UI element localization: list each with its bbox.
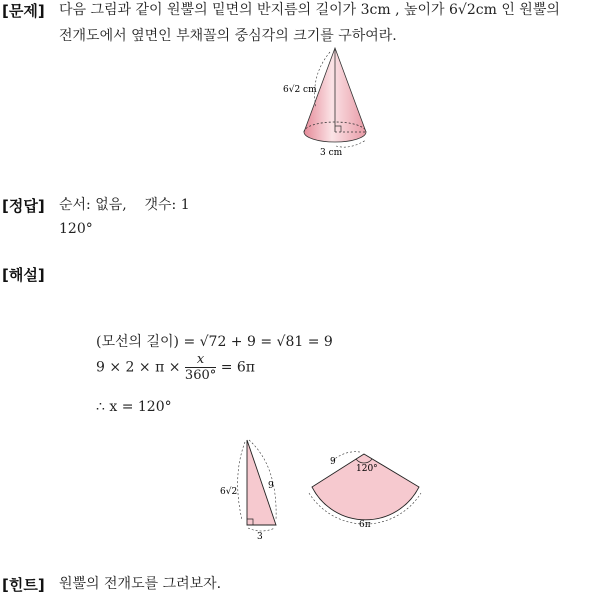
net-figure: [214, 436, 436, 544]
triangle-height-brace: [238, 442, 245, 520]
cone-height-label: 6√2 cm: [283, 85, 317, 95]
explanation-label: [해설]: [2, 266, 45, 284]
answer-value: 120°: [59, 221, 93, 237]
triangle-slant-label: 9: [268, 481, 274, 491]
problem-label: [문제]: [2, 2, 45, 20]
sector-angle-label: 120°: [356, 464, 378, 474]
fraction-denominator: 360°: [184, 368, 217, 383]
answer-meta: 순서: 없음, 갯수: 1: [59, 197, 190, 213]
triangle-base-label: 3: [257, 532, 263, 542]
triangle-base-brace: [248, 528, 275, 531]
problem-line-2: 전개도에서 옆면인 부채꼴의 중심각의 크기를 구하여라.: [59, 28, 397, 44]
equation-arc-length: [96, 352, 255, 383]
equation-arc-right: = 6π: [220, 359, 255, 376]
equation-fraction: [185, 352, 216, 383]
equation-slant-height: (모선의 길이) = √72 + 9 = √81 = 9: [96, 334, 333, 350]
triangle-height-label: 6√2: [220, 487, 238, 497]
hint-label: [힌트]: [2, 576, 45, 594]
answer-label: [정답]: [2, 197, 45, 215]
sector-arc-label: 6π: [359, 520, 371, 530]
equation-arc-left: 9 × 2 × π ×: [96, 359, 181, 376]
problem-line-1: 다음 그림과 같이 원뿔의 밑면의 반지름의 길이가 3cm , 높이가 6√2cm 인 원뿔의: [59, 2, 560, 18]
hint-text: 원뿔의 전개도를 그려보자.: [59, 576, 222, 592]
cone-radius-label: 3 cm: [320, 148, 343, 158]
equation-result: ∴ x = 120°: [96, 399, 172, 415]
cone-figure: [280, 46, 380, 162]
sector-radius-label: 9: [330, 457, 336, 467]
fraction-numerator: x: [185, 352, 216, 368]
